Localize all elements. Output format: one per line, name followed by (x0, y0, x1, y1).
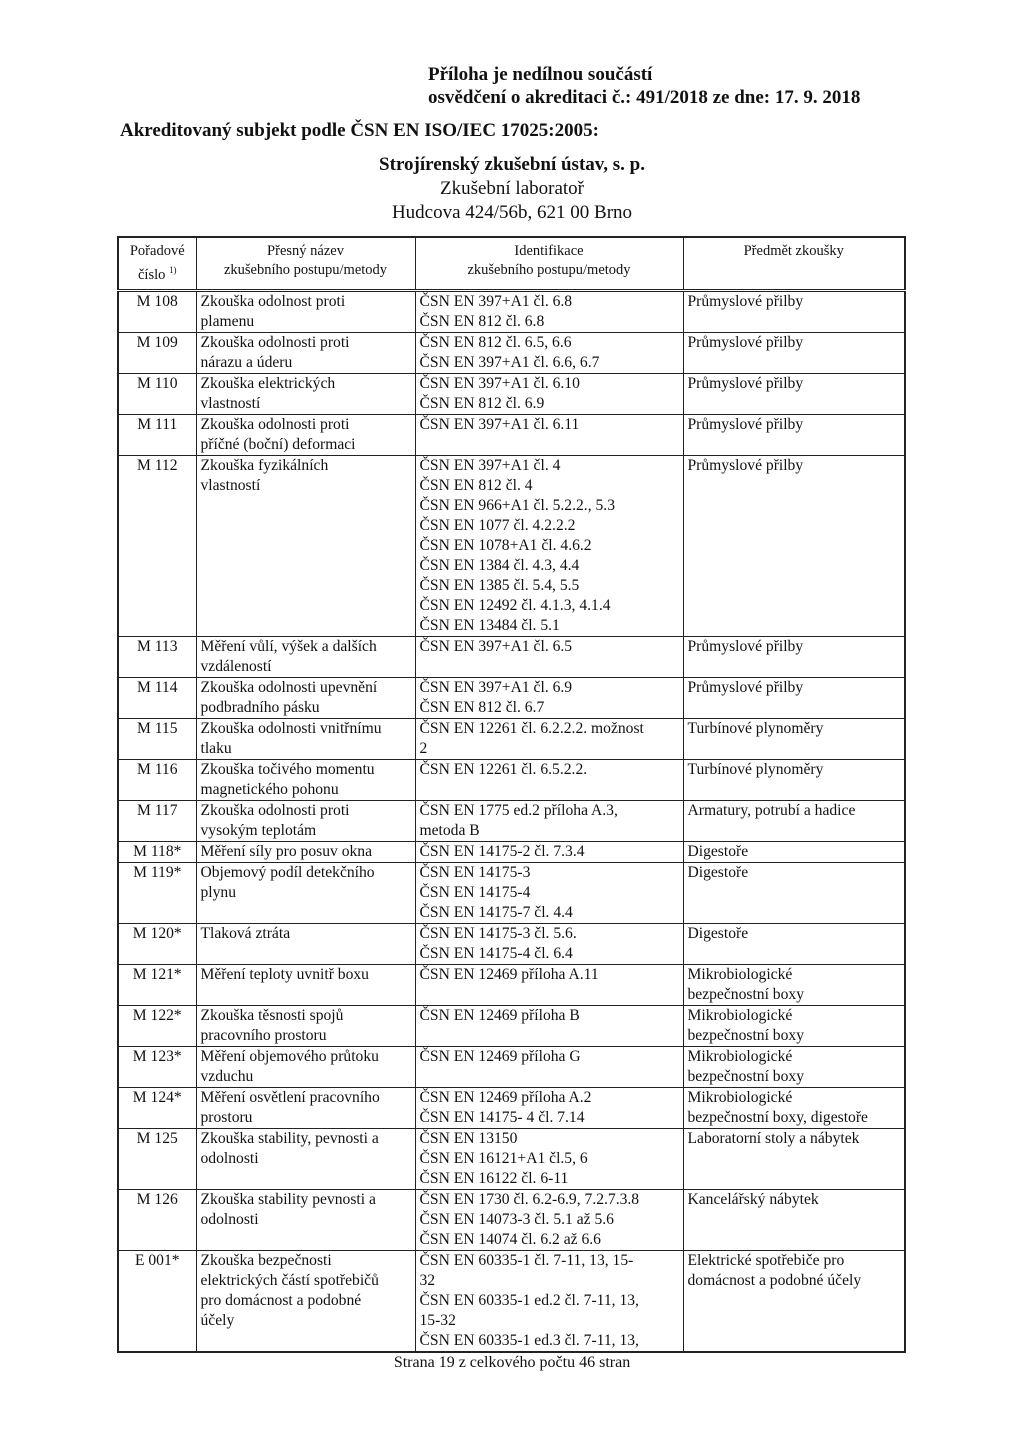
method-name-cell (196, 678, 415, 719)
method-identification-cell (415, 333, 683, 374)
cell-line: ČSN EN 397+A1 čl. 6.11 (419, 416, 580, 433)
cell-line: 15-32 (419, 1312, 456, 1329)
test-subject-cell (683, 333, 905, 374)
order-number-cell: M 121* (118, 965, 196, 1006)
method-identification-cell (415, 291, 683, 333)
cell-line: Digestoře (687, 843, 749, 860)
cell-line: Průmyslové přilby (687, 416, 804, 433)
cell-line: Tlaková ztráta (200, 925, 291, 942)
test-subject-cell (683, 291, 905, 333)
method-name-cell (196, 760, 415, 801)
cell-line: Měření osvětlení pracovního (200, 1089, 380, 1106)
cell-line: ČSN EN 397+A1 čl. 6.6, 6.7 (419, 354, 600, 371)
order-number-cell: M 110 (118, 374, 196, 415)
cell-line: ČSN EN 397+A1 čl. 6.5 (419, 638, 573, 655)
cell-line: Měření vůlí, výšek a dalších (200, 638, 377, 655)
cell-line: ČSN EN 966+A1 čl. 5.2.2., 5.3 (419, 497, 615, 514)
order-number-cell: M 108 (118, 291, 196, 333)
cell-line: ČSN EN 60335-1 ed.2 čl. 7-11, 13, (419, 1292, 639, 1309)
order-number-cell: M 116 (118, 760, 196, 801)
cell-line: ČSN EN 14175-3 (419, 864, 531, 881)
cell-line: Zkouška odolnosti proti (200, 416, 350, 433)
test-subject-cell (683, 456, 905, 637)
method-identification-cell (415, 1047, 683, 1088)
cell-line: domácnost a podobné účely (687, 1272, 862, 1289)
method-name-cell (196, 842, 415, 863)
method-name-cell (196, 1047, 415, 1088)
method-identification-cell (415, 678, 683, 719)
cell-line: ČSN EN 812 čl. 6.5, 6.6 (419, 334, 572, 351)
test-subject-cell (683, 1190, 905, 1251)
method-identification-cell (415, 1129, 683, 1190)
table-header-row (118, 237, 905, 291)
order-number-cell: M 109 (118, 333, 196, 374)
method-name-cell (196, 801, 415, 842)
header-test-subject (683, 237, 905, 291)
cell-line: Objemový podíl detekčního (200, 864, 375, 881)
test-subject-cell (683, 678, 905, 719)
cell-line: Zkouška elektrických (200, 375, 336, 392)
cell-line: plynu (200, 884, 237, 901)
table-row (118, 842, 905, 863)
cell-line: ČSN EN 1385 čl. 5.4, 5.5 (419, 577, 580, 594)
cell-line: Zkouška točivého momentu (200, 761, 375, 778)
cell-line: Průmyslové přilby (687, 457, 804, 474)
table-row (118, 678, 905, 719)
cell-line: Digestoře (687, 864, 749, 881)
organization-address: Hudcova 424/56b, 621 00 Brno (391, 202, 633, 223)
cell-line: Armatury, potrubí a hadice (687, 802, 856, 819)
cell-line: ČSN EN 13484 čl. 5.1 (419, 617, 560, 634)
cell-line: ČSN EN 14175- 4 čl. 7.14 (419, 1109, 585, 1126)
accreditation-table (117, 236, 906, 1353)
cell-line: magnetického pohonu (200, 781, 339, 798)
cell-line: Zkouška odolnosti vnitřnímu (200, 720, 382, 737)
table-row (118, 1088, 905, 1129)
test-subject-cell (683, 1251, 905, 1353)
cell-line: ČSN EN 14074 čl. 6.2 až 6.6 (419, 1231, 601, 1248)
test-subject-cell (683, 1129, 905, 1190)
cell-line: Laboratorní stoly a nábytek (687, 1130, 860, 1147)
method-name-cell (196, 719, 415, 760)
order-number-cell: M 126 (118, 1190, 196, 1251)
method-identification-cell (415, 1006, 683, 1047)
order-number-cell: M 124* (118, 1088, 196, 1129)
method-name-cell (196, 863, 415, 924)
cell-line: odolnosti (200, 1211, 259, 1228)
cell-line: Mikrobiologické (687, 1007, 793, 1024)
method-identification-cell (415, 965, 683, 1006)
cell-line: Zkouška odolnosti proti (200, 334, 350, 351)
cell-line: příčné (boční) deformaci (200, 436, 356, 453)
header-line: Přesný název (267, 243, 344, 259)
cell-line: bezpečnostní boxy, digestoře (687, 1109, 868, 1126)
table-row (118, 719, 905, 760)
page-number: Strana 19 z celkového počtu 46 stran (393, 1354, 631, 1371)
cell-line: Turbínové plynoměry (687, 720, 824, 737)
cell-line: Průmyslové přilby (687, 679, 804, 696)
cell-line: Měření objemového průtoku (200, 1048, 379, 1065)
method-name-cell (196, 456, 415, 637)
method-identification-cell (415, 801, 683, 842)
order-number-cell: E 001* (118, 1251, 196, 1353)
table-row (118, 1251, 905, 1353)
cell-line: ČSN EN 812 čl. 6.7 (419, 699, 545, 716)
cell-line: ČSN EN 16122 čl. 6-11 (419, 1170, 569, 1187)
cell-line: Zkouška odolnosti proti (200, 802, 350, 819)
cell-line: Zkouška stability pevnosti a (200, 1191, 376, 1208)
cell-line: Zkouška odolnosti upevnění (200, 679, 378, 696)
cell-line: pro domácnost a podobné (200, 1292, 362, 1309)
table-row (118, 1129, 905, 1190)
method-identification-cell (415, 415, 683, 456)
method-name-cell (196, 415, 415, 456)
cell-line: vzdáleností (200, 658, 272, 675)
cell-line: vlastností (200, 477, 261, 494)
cell-line: ČSN EN 14073-3 čl. 5.1 až 5.6 (419, 1211, 614, 1228)
accreditation-reference: osvědčení o akreditaci č.: 491/2018 ze dne: 17. 9. 2018 (428, 87, 861, 108)
cell-line: Průmyslové přilby (687, 293, 804, 310)
order-number-cell: M 125 (118, 1129, 196, 1190)
cell-line: ČSN EN 1384 čl. 4.3, 4.4 (419, 557, 580, 574)
cell-line: vysokým teplotám (200, 822, 317, 839)
table-row (118, 637, 905, 678)
table-row (118, 291, 905, 333)
cell-line: Mikrobiologické (687, 1048, 793, 1065)
cell-line: Měření teploty uvnitř boxu (200, 966, 369, 983)
header-line: číslo (137, 267, 166, 283)
header-method-name (196, 237, 415, 291)
cell-line: ČSN EN 812 čl. 4 (419, 477, 533, 494)
cell-line: ČSN EN 397+A1 čl. 6.8 (419, 293, 573, 310)
method-identification-cell (415, 1251, 683, 1353)
method-name-cell (196, 924, 415, 965)
table-row (118, 965, 905, 1006)
cell-line: Měření síly pro posuv okna (200, 843, 373, 860)
cell-line: vzduchu (200, 1068, 254, 1085)
cell-line: ČSN EN 16121+A1 čl.5, 6 (419, 1150, 588, 1167)
accredited-subject-label: Akreditovaný subjekt podle ČSN EN ISO/IEC 17025:2005: (120, 120, 599, 141)
method-name-cell (196, 333, 415, 374)
cell-line: Turbínové plynoměry (687, 761, 824, 778)
cell-line: ČSN EN 12469 příloha A.11 (419, 966, 599, 983)
cell-line: ČSN EN 397+A1 čl. 4 (419, 457, 561, 474)
header-method-identification (415, 237, 683, 291)
header-line: zkušebního postupu/metody (467, 262, 631, 278)
test-subject-cell (683, 637, 905, 678)
order-number-cell: M 119* (118, 863, 196, 924)
cell-line: bezpečnostní boxy (687, 1068, 804, 1085)
method-name-cell (196, 1006, 415, 1047)
cell-line: Zkouška fyzikálních (200, 457, 329, 474)
method-identification-cell (415, 456, 683, 637)
test-subject-cell (683, 760, 905, 801)
test-subject-cell (683, 374, 905, 415)
cell-line: ČSN EN 397+A1 čl. 6.10 (419, 375, 580, 392)
cell-line: odolnosti (200, 1150, 259, 1167)
test-subject-cell (683, 965, 905, 1006)
cell-line: plamenu (200, 313, 255, 330)
cell-line: Zkouška odolnost proti (200, 293, 346, 310)
cell-line: ČSN EN 12261 čl. 6.2.2.2. možnost (419, 720, 644, 737)
cell-line: nárazu a úderu (200, 354, 293, 371)
method-name-cell (196, 965, 415, 1006)
method-name-cell (196, 637, 415, 678)
table-row (118, 456, 905, 637)
cell-line: Mikrobiologické (687, 1089, 793, 1106)
method-identification-cell (415, 863, 683, 924)
method-name-cell (196, 1129, 415, 1190)
cell-line: podbradního pásku (200, 699, 320, 716)
test-subject-cell (683, 1047, 905, 1088)
cell-line: ČSN EN 12469 příloha A.2 (419, 1089, 592, 1106)
cell-line: ČSN EN 812 čl. 6.9 (419, 395, 545, 412)
cell-line: ČSN EN 14175-4 čl. 6.4 (419, 945, 573, 962)
cell-line: ČSN EN 14175-2 čl. 7.3.4 (419, 843, 585, 860)
order-number-cell: M 117 (118, 801, 196, 842)
cell-line: Průmyslové přilby (687, 334, 804, 351)
cell-line: ČSN EN 14175-3 čl. 5.6. (419, 925, 577, 942)
cell-line: ČSN EN 1078+A1 čl. 4.6.2 (419, 537, 592, 554)
header-line: Předmět zkoušky (743, 243, 844, 259)
footnote-marker: 1) (169, 265, 177, 275)
table-row (118, 1047, 905, 1088)
method-name-cell (196, 1088, 415, 1129)
method-identification-cell (415, 374, 683, 415)
order-number-cell: M 111 (118, 415, 196, 456)
cell-line: Průmyslové přilby (687, 375, 804, 392)
order-number-cell: M 122* (118, 1006, 196, 1047)
header-line: zkušebního postupu/metody (223, 262, 388, 278)
table-row (118, 333, 905, 374)
header-line: Pořadové (129, 243, 185, 259)
cell-line: ČSN EN 60335-1 čl. 7-11, 13, 15- (419, 1252, 634, 1269)
cell-line: pracovního prostoru (200, 1027, 327, 1044)
cell-line: elektrických částí spotřebičů (200, 1272, 379, 1289)
method-identification-cell (415, 1190, 683, 1251)
organization-name: Strojírenský zkušební ústav, s. p. (379, 154, 645, 175)
header-order-number (118, 237, 196, 291)
test-subject-cell (683, 1088, 905, 1129)
method-identification-cell (415, 1088, 683, 1129)
order-number-cell: M 114 (118, 678, 196, 719)
method-name-cell (196, 1251, 415, 1353)
test-subject-cell (683, 801, 905, 842)
order-number-cell: M 115 (118, 719, 196, 760)
test-subject-cell (683, 719, 905, 760)
cell-line: ČSN EN 60335-1 ed.3 čl. 7-11, 13, (419, 1332, 639, 1349)
cell-line: ČSN EN 14175-4 (419, 884, 531, 901)
cell-line: bezpečnostní boxy (687, 986, 804, 1003)
cell-line: ČSN EN 1775 ed.2 příloha A.3, (419, 802, 618, 819)
cell-line: prostoru (200, 1109, 253, 1126)
method-identification-cell (415, 637, 683, 678)
cell-line: ČSN EN 1730 čl. 6.2-6.9, 7.2.7.3.8 (419, 1191, 640, 1208)
test-subject-cell (683, 415, 905, 456)
table-row (118, 415, 905, 456)
annex-title: Příloha je nedílnou součástí (428, 64, 653, 85)
order-number-cell: M 123* (118, 1047, 196, 1088)
cell-line: ČSN EN 1077 čl. 4.2.2.2 (419, 517, 576, 534)
cell-line: metoda B (419, 822, 480, 839)
table-row (118, 760, 905, 801)
cell-line: ČSN EN 12469 příloha B (419, 1007, 580, 1024)
cell-line: Zkouška stability, pevnosti a (200, 1130, 379, 1147)
table-row (118, 374, 905, 415)
cell-line: tlaku (200, 740, 232, 757)
cell-line: ČSN EN 12492 čl. 4.1.3, 4.1.4 (419, 597, 611, 614)
cell-line: ČSN EN 397+A1 čl. 6.9 (419, 679, 573, 696)
cell-line: Kancelářský nábytek (687, 1191, 819, 1208)
table-row (118, 1190, 905, 1251)
order-number-cell: M 120* (118, 924, 196, 965)
cell-line: Mikrobiologické (687, 966, 793, 983)
cell-line: vlastností (200, 395, 261, 412)
cell-line: Průmyslové přilby (687, 638, 804, 655)
order-number-cell: M 118* (118, 842, 196, 863)
order-number-cell: M 112 (118, 456, 196, 637)
table-row (118, 1006, 905, 1047)
cell-line: ČSN EN 812 čl. 6.8 (419, 313, 545, 330)
method-identification-cell (415, 760, 683, 801)
test-subject-cell (683, 924, 905, 965)
test-subject-cell (683, 863, 905, 924)
table-row (118, 863, 905, 924)
cell-line: ČSN EN 13150 (419, 1130, 518, 1147)
cell-line: Elektrické spotřebiče pro (687, 1252, 845, 1269)
cell-line: Zkouška bezpečnosti (200, 1252, 332, 1269)
test-subject-cell (683, 842, 905, 863)
cell-line: účely (200, 1312, 235, 1329)
method-name-cell (196, 1190, 415, 1251)
method-identification-cell (415, 719, 683, 760)
table-row (118, 801, 905, 842)
method-name-cell (196, 291, 415, 333)
cell-line: Zkouška těsnosti spojů (200, 1007, 344, 1024)
cell-line: 2 (419, 740, 428, 757)
organization-unit: Zkušební laboratoř (439, 178, 585, 199)
order-number-cell: M 113 (118, 637, 196, 678)
cell-line: ČSN EN 12469 příloha G (419, 1048, 581, 1065)
method-identification-cell (415, 842, 683, 863)
test-subject-cell (683, 1006, 905, 1047)
cell-line: bezpečnostní boxy (687, 1027, 804, 1044)
cell-line: ČSN EN 14175-7 čl. 4.4 (419, 904, 573, 921)
cell-line: ČSN EN 12261 čl. 6.5.2.2. (419, 761, 588, 778)
method-name-cell (196, 374, 415, 415)
method-identification-cell (415, 924, 683, 965)
table-row (118, 924, 905, 965)
cell-line: Digestoře (687, 925, 749, 942)
cell-line: 32 (419, 1272, 436, 1289)
header-line: Identifikace (514, 243, 584, 259)
